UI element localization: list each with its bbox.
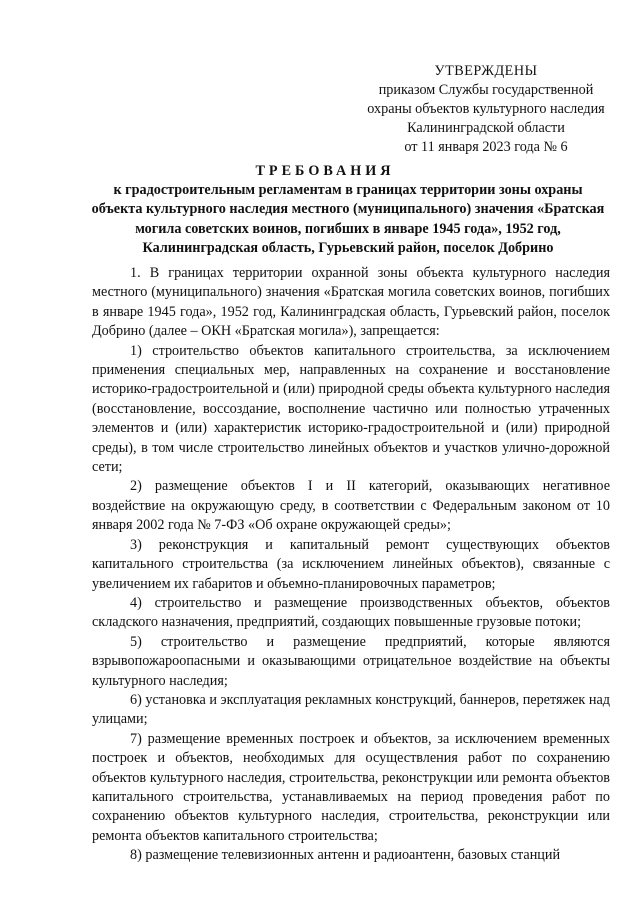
document-title: ТРЕБОВАНИЯ (255, 163, 395, 179)
item-3: 3) реконструкция и капитальный ремонт существующих объектов капитального строительства (за исключением линейных объектов), связанные с увеличением их габаритов и объемно-планировочных параметров; (92, 536, 610, 592)
document-body (92, 264, 610, 866)
item-5: 5) строительство и размещение предприятий, которые являются взрывопожароопасными и оказывающими отрицательное воздействие на объекты культурного наследия; (92, 633, 610, 689)
approval-order-line: приказом Службы государственной (378, 82, 594, 98)
approval-heading: УТВЕРЖДЕНЫ (434, 63, 538, 79)
approval-region-line: Калининградской области (407, 120, 565, 136)
item-1: 1) строительство объектов капитального строительства, за исключением применения специальных мер, направленных на сохранение и восстановление историко-градостроительной и (или) природной среды объекта культурного наследия (восстановление, воссоздание, восполнение частично или полностью утраченных элементов и (или) характеристик историко-градостроительной и (или) природной среды), в том числе строительство линейных объектов и участков улично-дорожной сети; (92, 342, 610, 476)
approval-agency-line: охраны объектов культурного наследия (367, 101, 605, 117)
item-2: 2) размещение объектов I и II категорий, оказывающих негативное воздействие на окружающую среду, в соответствии с Федеральным законом от 10 января 2002 года № 7-ФЗ «Об охране окружающей среды»; (92, 478, 610, 534)
approval-block (336, 62, 636, 157)
paragraph-1: 1. В границах территории охранной зоны объекта культурного наследия местного (муниципального) значения «Братская могила советских воинов, погибших в январе 1945 года», 1952 год, Калининградская область, Гурьевский район, поселок Добрино (далее – ОКН «Братская могила»), запрещается: (92, 265, 610, 340)
item-6: 6) установка и эксплуатация рекламных конструкций, баннеров, перетяжек над улицами; (92, 691, 610, 728)
item-7: 7) размещение временных построек и объектов, за исключением временных построек и объектов, необходимых для осуществления работ по сохранению объектов культурного наследия, строительства, реконструкции или ремонта объектов капитального строительства, устанавливаемых на период проведения работ по сохранению объектов культурного наследия, строительства, реконструкции или ремонта объектов капитального строительства; (92, 730, 610, 844)
item-4: 4) строительство и размещение производственных объектов, объектов складского назначения, предприятий, создающих повышенные грузовые потоки; (92, 594, 610, 631)
item-8: 8) размещение телевизионных антенн и радиоантенн, базовых станций (130, 847, 561, 864)
approval-date-line: от 11 января 2023 года № 6 (404, 139, 568, 155)
document-subtitle: к градостроительным регламентам в границах территории зоны охраны объекта культурного наследия местного (муниципального) значения «Братская могила советских воинов, погибших в январе 1945 года», 1952 год, Калининградская область, Гурьевский район, поселок Добрино (91, 182, 605, 257)
